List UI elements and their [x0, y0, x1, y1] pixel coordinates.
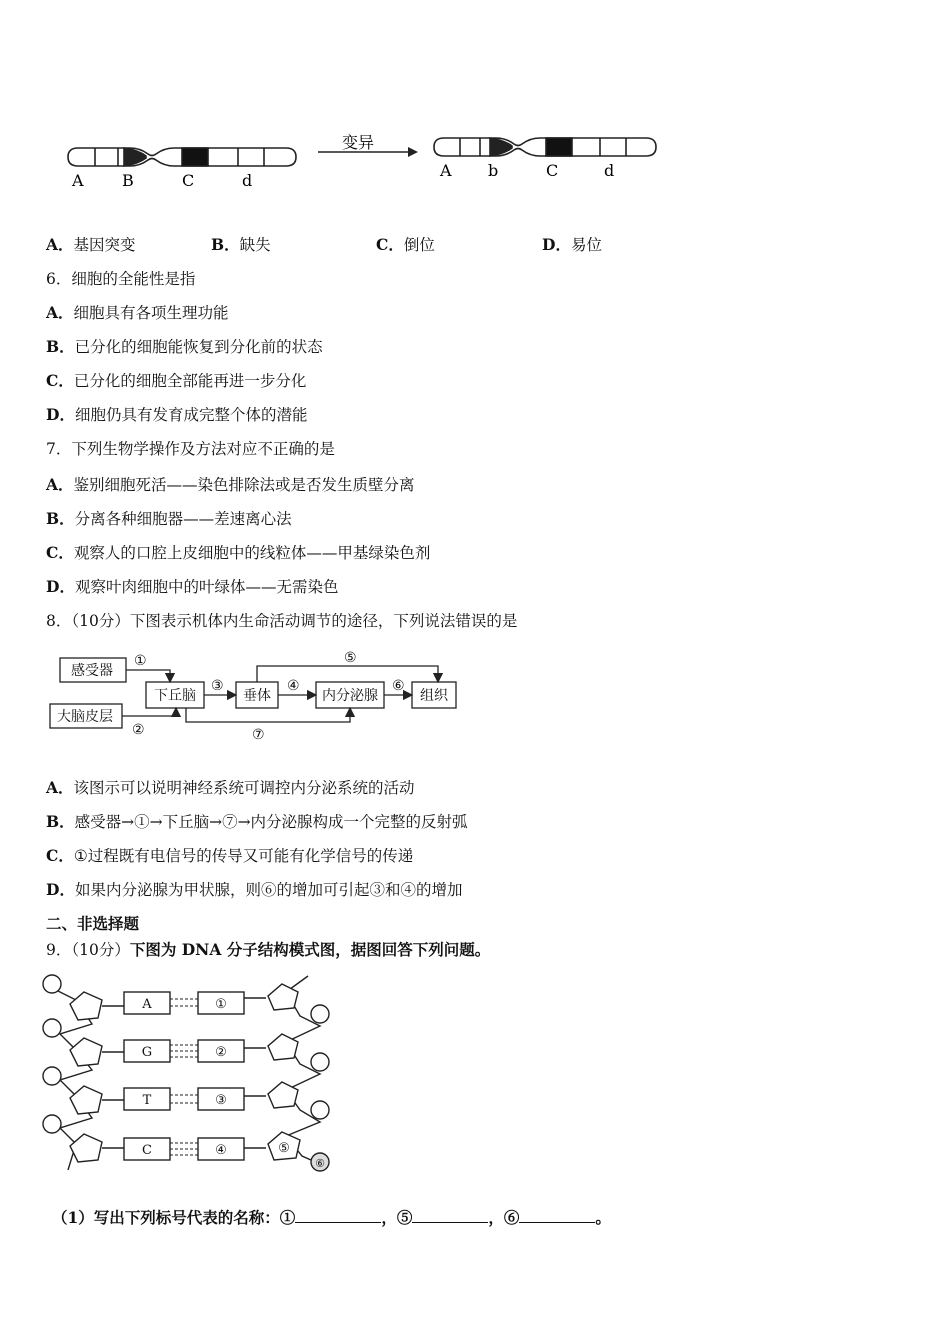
q5-option-c [376, 235, 435, 255]
phosphate-icon [311, 1005, 329, 1023]
q5-option-b-text: 缺失 [239, 236, 271, 254]
pituitary-label: 垂体 [243, 688, 271, 704]
arrow-7 [186, 708, 350, 722]
q6-option-d [46, 405, 307, 425]
q5-option-b-letter: B． [211, 235, 240, 254]
receptor-label: 感受器 [71, 663, 113, 679]
base-label-c: C [142, 1143, 152, 1158]
answer-blank-5[interactable] [412, 1208, 488, 1223]
endocrine-label: 内分泌腺 [322, 688, 378, 704]
base-label-1: ① [215, 997, 227, 1012]
q8-option-c-letter: C． [46, 846, 74, 865]
q6-option-b [46, 337, 323, 357]
q9-sub1-sep-1: ， [381, 1208, 397, 1227]
hypothalamus-label: 下丘脑 [154, 688, 196, 704]
q7-option-b-letter: B． [46, 509, 75, 528]
chromosome-before-label-a: A [72, 171, 84, 190]
sugar-label-5: ⑤ [278, 1141, 290, 1156]
q7-option-b [46, 509, 292, 529]
q6-option-c-text: 已分化的细胞全部能再进一步分化 [73, 372, 307, 390]
q5-option-d [542, 235, 602, 255]
phosphate-icon [43, 975, 61, 993]
answer-blank-1[interactable] [295, 1208, 381, 1223]
arrow-5-label: ⑤ [344, 650, 357, 666]
q9-sub1-item-1: ① [279, 1208, 296, 1227]
q8-option-a-letter: A． [46, 778, 74, 797]
chromosome-after-label-a: A [440, 161, 452, 180]
q8-option-d-letter: D． [46, 880, 75, 899]
variation-arrow-label: 变异 [342, 133, 375, 152]
chromosome-figure [60, 128, 670, 198]
q6-option-b-letter: B． [46, 337, 75, 356]
q7-option-c [46, 543, 430, 563]
base-label-t: T [142, 1093, 152, 1108]
q9-sub1-sep-2: ， [488, 1208, 504, 1227]
q8-option-b-letter: B． [46, 812, 75, 831]
q5-option-d-text: 易位 [570, 236, 602, 254]
arrow-6-label: ⑥ [392, 678, 405, 694]
q7-option-c-text: 观察人的口腔上皮细胞中的线粒体——甲基绿染色剂 [73, 544, 431, 562]
tissue-label: 组织 [420, 688, 448, 704]
cortex-label: 大脑皮层 [57, 709, 113, 725]
q6-option-a-text: 细胞具有各项生理功能 [73, 304, 229, 322]
q5-option-d-letter: D． [542, 235, 571, 254]
q7-option-a [46, 475, 415, 495]
base-label-2: ② [215, 1045, 227, 1060]
q5-option-a [46, 235, 136, 255]
dna-diagram [40, 968, 340, 1178]
phosphate-icon [43, 1019, 61, 1037]
q6-option-c [46, 371, 306, 391]
q7-option-d [46, 577, 338, 597]
q9-sub1-item-5: ⑤ [396, 1208, 413, 1227]
q6-stem: 6．细胞的全能性是指 [46, 270, 196, 288]
q5-option-a-text: 基因突变 [73, 236, 136, 254]
sugar-icon [70, 1134, 102, 1162]
phosphate-icon [311, 1101, 329, 1119]
q6-option-b-text: 已分化的细胞能恢复到分化前的状态 [74, 338, 323, 356]
chromosome-before [68, 148, 296, 166]
answer-blank-6[interactable] [519, 1208, 595, 1223]
arrow-4-label: ④ [287, 678, 300, 694]
q7-option-a-text: 鉴别细胞死活——染色排除法或是否发生质壁分离 [73, 476, 415, 494]
q8-option-c [46, 846, 413, 866]
section-title: 二、非选择题 [46, 914, 140, 933]
sugar-icon [70, 1038, 102, 1066]
q8-option-a-text: 该图示可以说明神经系统可调控内分泌系统的活动 [73, 779, 415, 797]
chromosome-before-label-c: C [182, 171, 195, 190]
q9-sub1-prefix: （1）写出下列标号代表的名称： [52, 1208, 280, 1227]
phosphate-icon [311, 1053, 329, 1071]
q8-option-d-text: 如果内分泌腺为甲状腺，则⑥的增加可引起③和④的增加 [74, 881, 463, 899]
q9-sub1-item-6: ⑥ [503, 1208, 520, 1227]
arrow-3-label: ③ [211, 678, 224, 694]
arrow-7-label: ⑦ [252, 727, 265, 743]
q7-option-a-letter: A． [46, 475, 74, 494]
chromosome-after-label-d: d [604, 161, 615, 180]
q7-option-b-text: 分离各种细胞器——差速离心法 [74, 510, 292, 528]
sugar-icon [70, 992, 102, 1020]
arrow-5 [257, 666, 438, 682]
q9-sub1-end: 。 [595, 1208, 611, 1227]
q7-option-d-letter: D． [46, 577, 75, 596]
chromosome-after-label-c: C [546, 161, 559, 180]
q6-option-c-letter: C． [46, 371, 74, 390]
q5-option-c-letter: C． [376, 235, 404, 254]
q6-option-d-letter: D． [46, 405, 75, 424]
chromosome-before-label-d: d [242, 171, 253, 190]
q8-option-b [46, 812, 468, 832]
q5-option-b [211, 235, 271, 255]
q7-option-c-letter: C． [46, 543, 74, 562]
q8-option-a [46, 778, 415, 798]
regulation-diagram [46, 648, 466, 748]
q7-stem: 7．下列生物学操作及方法对应不正确的是 [46, 440, 335, 458]
phosphate-label-6: ⑥ [315, 1157, 325, 1170]
base-label-g: G [141, 1045, 153, 1060]
q9-stem-text: 下图为 DNA 分子结构模式图，据图回答下列问题。 [129, 940, 491, 959]
q6-option-a [46, 303, 229, 323]
arrow-1-label: ① [134, 653, 147, 669]
arrow-2 [122, 708, 176, 716]
q7-option-d-text: 观察叶肉细胞中的叶绿体——无需染色 [74, 578, 339, 596]
chromosome-after-label-b: b [488, 161, 499, 180]
q9-stem-prefix: 9．（10分） [46, 941, 130, 959]
base-label-3: ③ [215, 1093, 227, 1108]
base-label-4: ④ [215, 1143, 227, 1158]
chromosome-before-label-b: B [122, 171, 134, 190]
sugar-icon [70, 1086, 102, 1114]
arrow-2-label: ② [132, 722, 145, 738]
base-label-a: A [142, 997, 152, 1012]
phosphate-icon [43, 1067, 61, 1085]
sugar-icon [268, 984, 298, 1010]
q8-stem: 8．（10分）下图表示机体内生命活动调节的途径，下列说法错误的是 [46, 612, 518, 630]
q8-option-d [46, 880, 462, 900]
arrow-1 [126, 670, 170, 682]
q9-stem [46, 940, 490, 960]
q5-option-c-text: 倒位 [403, 236, 435, 254]
q6-option-a-letter: A． [46, 303, 74, 322]
phosphate-icon [43, 1115, 61, 1133]
q8-option-b-text: 感受器→①→下丘脑→⑦→内分泌腺构成一个完整的反射弧 [74, 813, 468, 831]
q6-option-d-text: 细胞仍具有发育成完整个体的潜能 [74, 406, 308, 424]
q9-sub1 [52, 1208, 611, 1228]
chromosome-after [434, 138, 656, 156]
q5-option-a-letter: A． [46, 235, 74, 254]
q8-option-c-text: ①过程既有电信号的传导又可能有化学信号的传递 [73, 847, 414, 865]
